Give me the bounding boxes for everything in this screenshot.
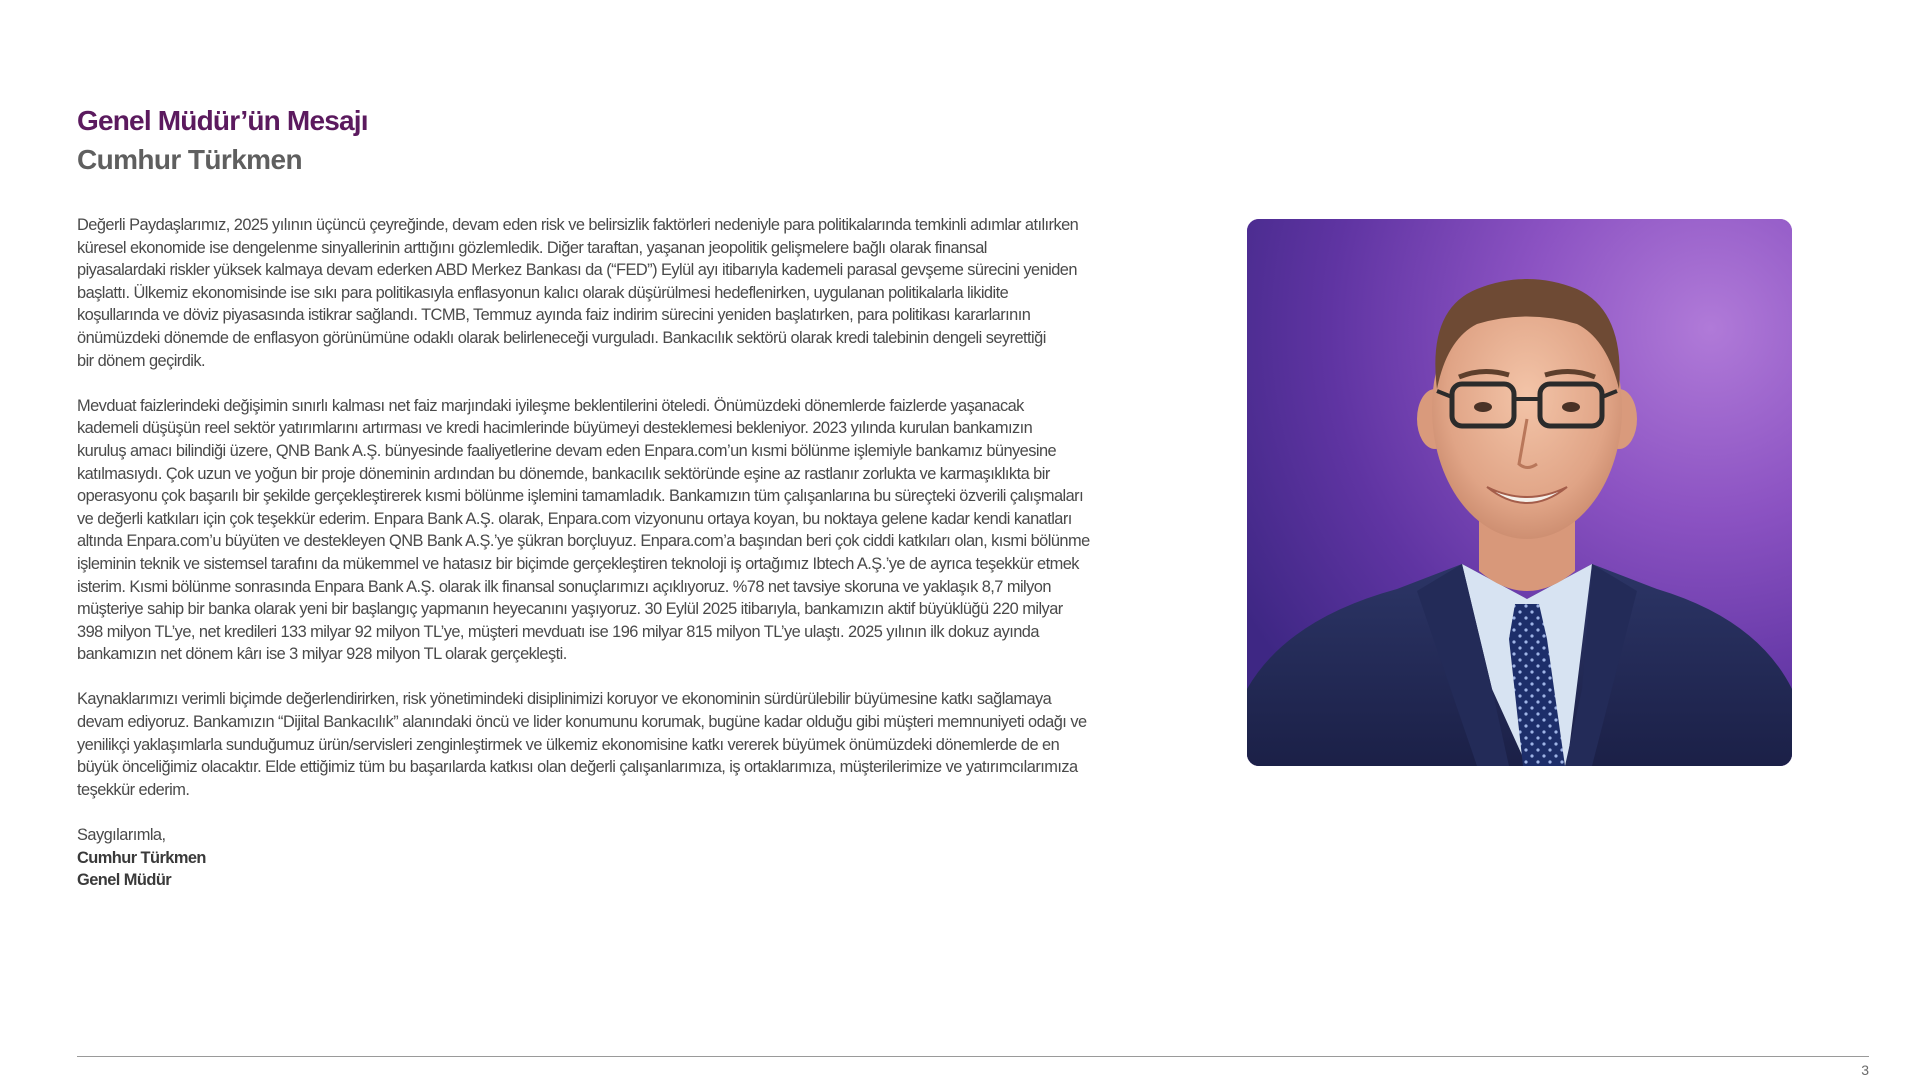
text-line: küresel ekonomide ise dengelenme sinyallerinin arttığını gözlemledik. Diğer taraftan, yaşanan jeopolitik gelişmelere bağlı olarak finansal (77, 238, 987, 257)
text-line: yenilikçi yaklaşımlarla sunduğumuz ürün/servisleri zenginleştirmek ve ülkemiz ekonomisine katkı vererek büyümek önümüzdeki dönemlerde de en (77, 735, 1060, 754)
text-line: operasyonu çok başarılı bir şekilde gerçekleştirerek kısmi bölünme işlemini tamamladık. Bankamızın tüm çalışanlarına bu süreçteki özverili çalışmaları (77, 487, 1084, 506)
signature-block (77, 824, 1187, 892)
text-line: piyasalardaki riskler yüksek kalmaya devam ederken ABD Merkez Bankası da (“FED”) Eylül ayı itibarıyla kademeli parasal gevşeme sürecini yeniden (77, 261, 1077, 280)
portrait-illustration (1247, 219, 1792, 766)
text-line: kuruluş amacı bilindiği üzere, QNB Bank A.Ş. bünyesinde faaliyetlerine devam eden Enpara.com’un kısmi bölünme işlemiyle bankamız bünyesine (77, 441, 1057, 460)
ceo-portrait-photo (1247, 219, 1792, 766)
page-subtitle: Cumhur Türkmen (77, 144, 302, 175)
text-line: bir dönem geçirdik. (77, 351, 206, 370)
signatory-name: Cumhur Türkmen (77, 848, 206, 867)
text-line: ve değerli katkıları için çok teşekkür ederim. Enpara Bank A.Ş. olarak, Enpara.com vizyonunu ortaya koyan, bu noktaya gelene kadar kendi kanatları (77, 509, 1072, 528)
text-line: bankamızın net dönem kârı ise 3 milyar 928 milyon TL olarak gerçekleşti. (77, 645, 567, 664)
closing-greeting: Saygılarımla, (77, 826, 166, 845)
text-line: altında Enpara.com’u büyüten ve destekleyen QNB Bank A.Ş.’ye şükran borçluyuz. Enpara.com’a başından beri çok ciddi katkıları olan, kısmi bölünme (77, 532, 1090, 551)
text-line: Değerli Paydaşlarımız, 2025 yılının üçüncü çeyreğinde, devam eden risk ve belirsizlik faktörleri nedeniyle para politikalarında temkinli adımlar atılırken (77, 216, 1079, 234)
text-line: devam ediyoruz. Bankamızın “Dijital Bankacılık” alanındaki öncü ve lider konumunu korumak, bugüne kadar olduğu gibi müşteri memnuniyeti odağı ve (77, 713, 1087, 732)
paragraph-2 (77, 395, 1187, 666)
paragraph-1 (77, 214, 1187, 372)
signatory-role: Genel Müdür (77, 871, 172, 890)
text-line: önümüzdeki dönemde de enflasyon görünümüne odaklı olarak belirleneceği vurguladı. Bankacılık sektörü olarak kredi talebinin dengeli seyrettiği (77, 328, 1046, 347)
text-line: Mevduat faizlerindeki değişimin sınırlı kalması net faiz marjındaki iyileşme beklentilerini öteledi. Önümüzdeki dönemlerde faizlerde yaşanacak (77, 396, 1024, 415)
text-line: büyük önceliğimiz olacaktır. Elde ettiğimiz tüm bu başarılarda katkısı olan değerli çalışanlarımıza, iş ortaklarımıza, müşterilerimize ve yatırımcılarımıza (77, 758, 1078, 777)
footer-divider (77, 1056, 1869, 1057)
text-line: isterim. Kısmi bölünme sonrasında Enpara Bank A.Ş. olarak ilk finansal sonuçlarımızı açıklıyoruz. %78 net tavsiye skoruna ve yaklaşık 8,7 milyon (77, 577, 1051, 596)
text-line: başlattı. Ülkemiz ekonomisinde ise sıkı para politikasıyla enflasyonun kalıcı olarak düşürülmesi hedeflenirken, uygulanan politikalarla likidite (77, 283, 1009, 302)
text-line: teşekkür ederim. (77, 780, 190, 799)
text-line: kademeli düşüşün reel sektör yatırımlarını artırması ve kredi hacimlerinde büyümeyi desteklemesi bekleniyor. 2023 yılında kurulan bankamızın (77, 419, 1033, 438)
text-line: koşullarında ve döviz piyasasında istikrar sağlandı. TCMB, Temmuz ayında faiz indirim sürecini yeniden başlatırken, para politikası kararlarının (77, 306, 1031, 325)
text-line: işleminin teknik ve sistemsel tarafını da mükemmel ve hatasız bir biçimde gerçekleştiren teknoloji iş ortağımız Ibtech A.Ş.’ye de ayrıca teşekkür etmek (77, 554, 1079, 573)
paragraph-3 (77, 688, 1187, 801)
message-body (77, 214, 1187, 892)
text-line: Kaynaklarımızı verimli biçimde değerlendirirken, risk yönetimindeki disiplinimizi koruyor ve ekonominin sürdürülebilir büyümesine katkı sağlamaya (77, 690, 1052, 709)
text-line: katılmasıydı. Çok uzun ve yoğun bir proje döneminin ardından bu dönemde, bankacılık sektöründe eşine az rastlanır zorlukta ve karmaşıklıkta bir (77, 464, 1050, 483)
text-line: 398 milyon TL’ye, net kredileri 133 milyar 92 milyon TL’ye, müşteri mevduatı ise 196 milyar 815 milyon TL’ye ulaştı. 2025 yılının ilk dokuz ayında (77, 622, 1039, 641)
page-number: 3 (1861, 1062, 1869, 1078)
page-title: Genel Müdür’ün Mesajı (77, 105, 368, 136)
text-line: müşteriye sahip bir banka olarak yeni bir başlangıç yapmanın heyecanını yaşıyoruz. 30 Eylül 2025 itibarıyla, bankamızın aktif büyüklüğü 220 milyar (77, 600, 1063, 619)
